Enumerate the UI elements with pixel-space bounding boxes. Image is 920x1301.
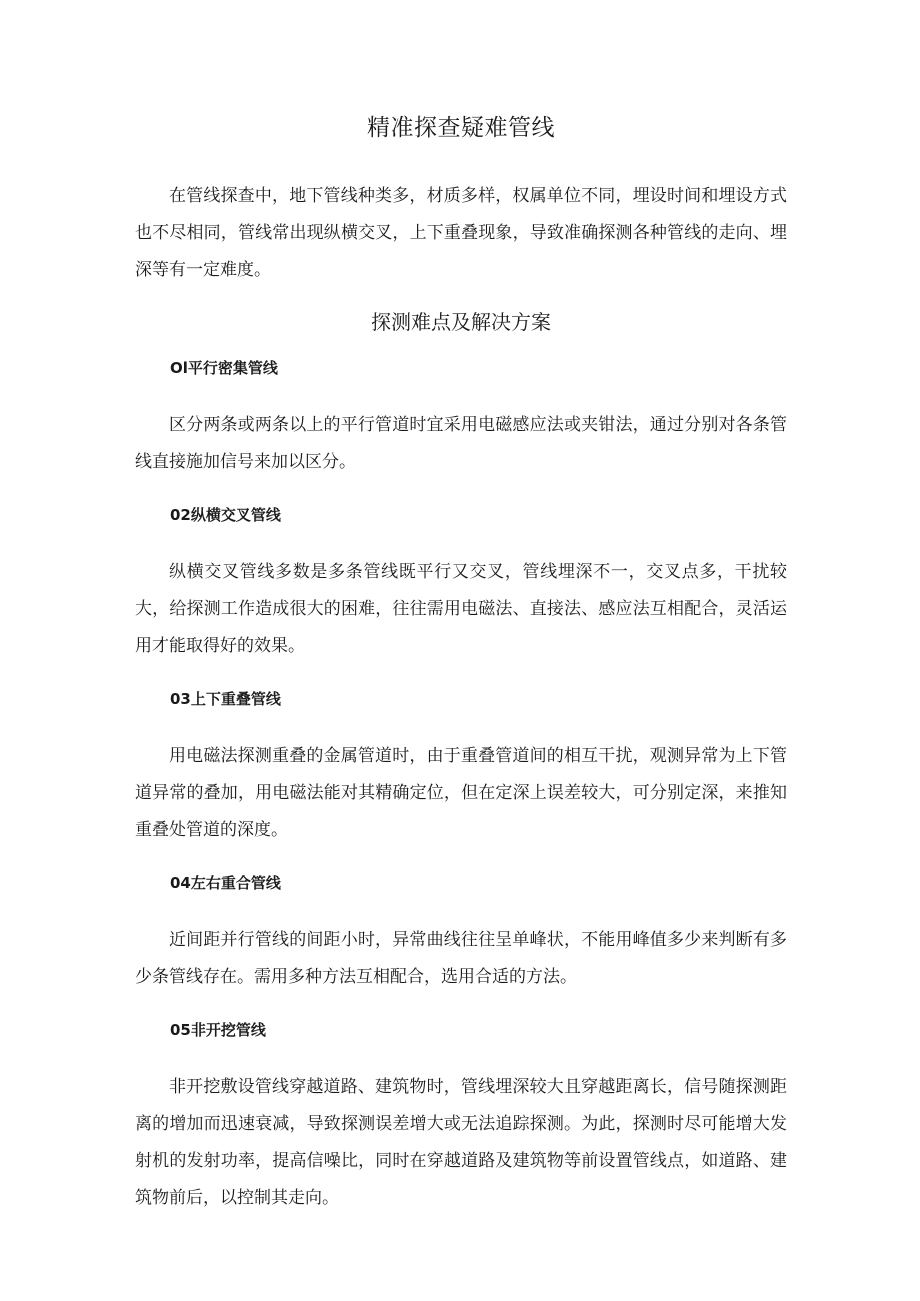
section-body-01: 区分两条或两条以上的平行管道时宜采用电磁感应法或夹钳法，通过分别对各条管线直接施加信号来加以区分。	[135, 415, 787, 472]
section-subtitle: 探测难点及解决方案	[371, 310, 551, 334]
section-body-02: 纵横交叉管线多数是多条管线既平行又交叉，管线埋深不一，交叉点多，干扰较大，给探测工作造成很大的困难，往往需用电磁法、直接法、感应法互相配合，灵活运用才能取得好的效果。	[135, 562, 787, 656]
intro-paragraph: 在管线探查中，地下管线种类多，材质多样，权属单位不同，埋设时间和埋设方式也不尽相同，管线常出现纵横交叉，上下重叠现象，导致准确探测各种管线的走向、埋深等有一定难度。	[135, 186, 787, 280]
document-page	[135, 112, 787, 1217]
section-heading-01: Ol平行密集管线	[170, 359, 278, 377]
section-heading-04: 04左右重合管线	[170, 874, 281, 892]
section-heading-05: 05非开挖管线	[170, 1021, 266, 1039]
document-title: 精准探查疑难管线	[367, 115, 555, 141]
section-body-04: 近间距并行管线的间距小时，异常曲线往往呈单峰状，不能用峰值多少来判断有多少条管线存在。需用多种方法互相配合，选用合适的方法。	[135, 930, 787, 987]
section-heading-02: 02纵横交叉管线	[170, 506, 281, 524]
section-body-03: 用电磁法探测重叠的金属管道时，由于重叠管道间的相互干扰，观测异常为上下管道异常的叠加，用电磁法能对其精确定位，但在定深上误差较大，可分别定深，来推知重叠处管道的深度。	[135, 746, 787, 840]
section-heading-03: 03上下重叠管线	[170, 690, 281, 708]
section-body-05: 非开挖敷设管线穿越道路、建筑物时，管线埋深较大且穿越距离长，信号随探测距离的增加而迅速衰减，导致探测误差增大或无法追踪探测。为此，探测时尽可能增大发射机的发射功率，提高信噪比，同时在穿越道路及建筑物等前设置管线点，如道路、建筑物前后，以控制其走向。	[135, 1077, 787, 1208]
